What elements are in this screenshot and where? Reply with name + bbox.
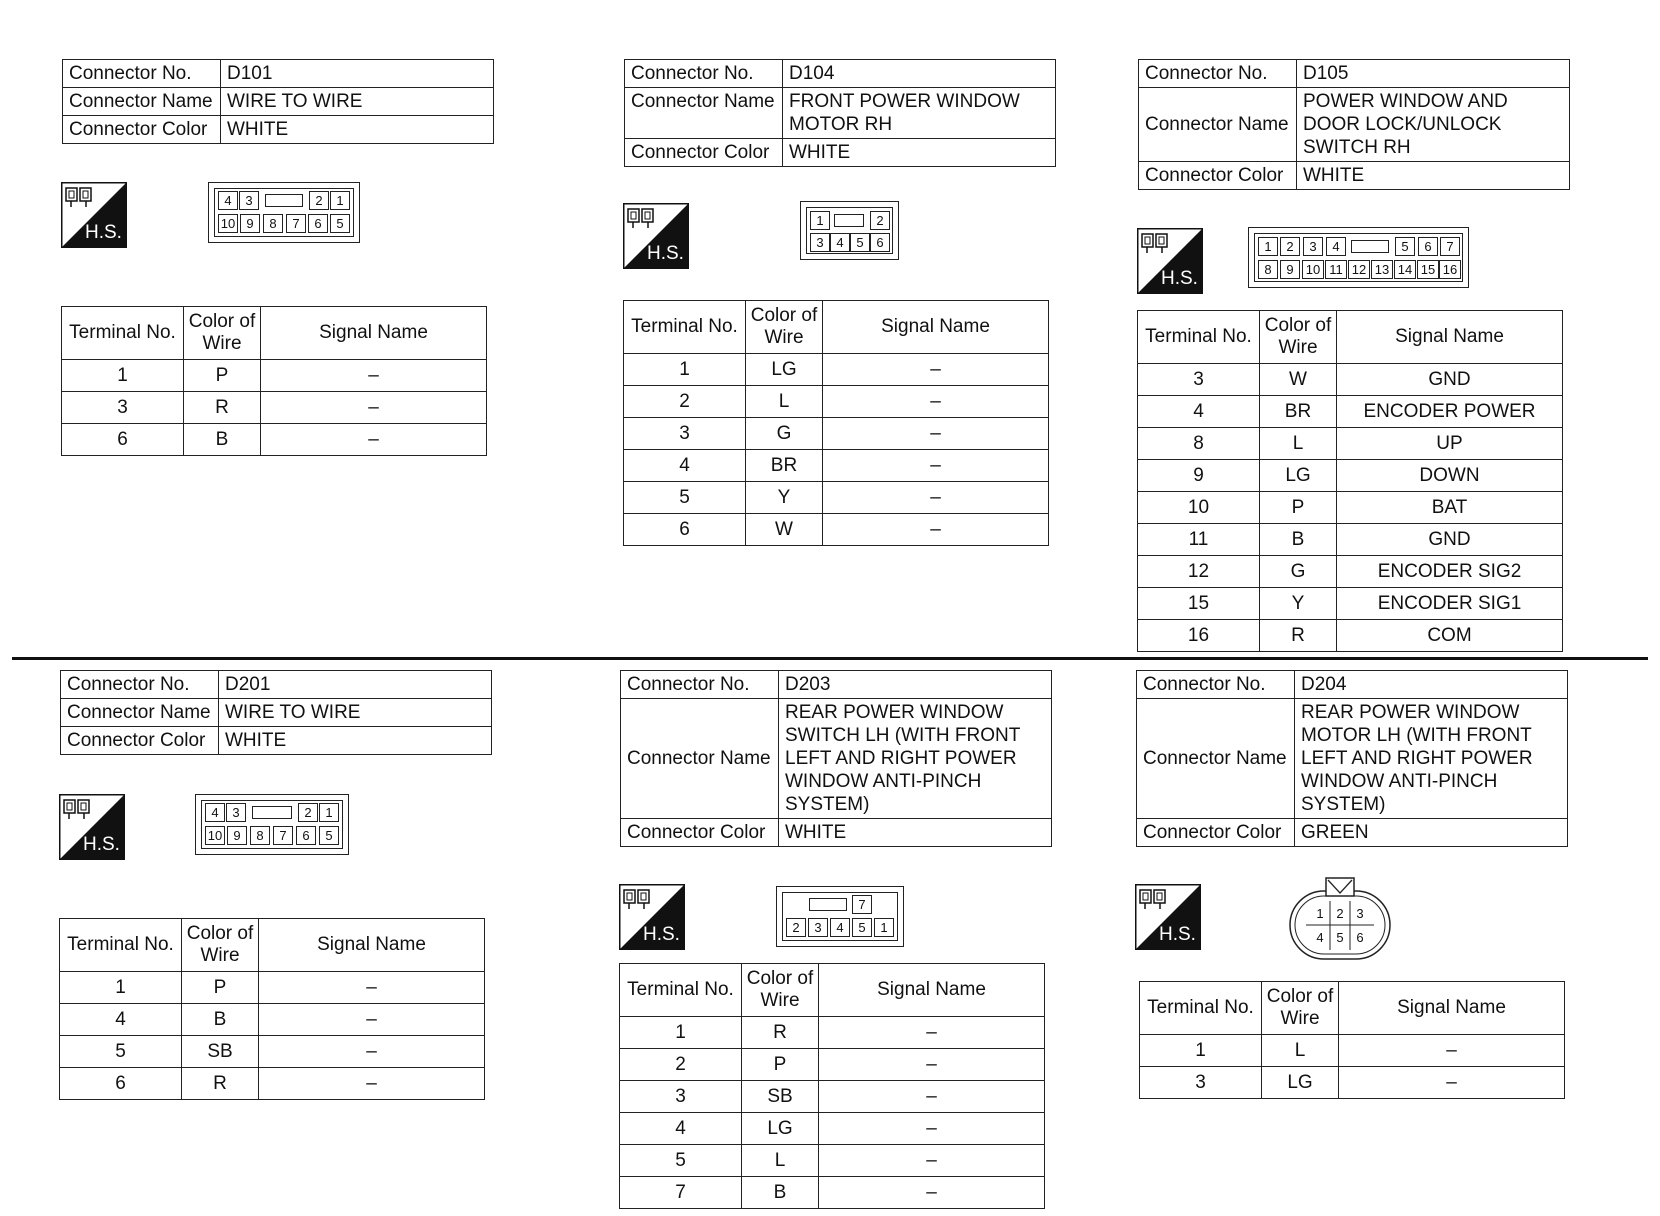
connector-lock-tab xyxy=(834,214,864,227)
signal-name-cell: – xyxy=(823,514,1049,546)
terminal-table-d203-wrap xyxy=(619,963,1045,1209)
table-row xyxy=(620,1177,1045,1209)
connector-block-d101 xyxy=(62,59,494,144)
pin-label: 4 xyxy=(830,918,850,937)
table-row xyxy=(624,450,1049,482)
signal-name-cell: – xyxy=(823,418,1049,450)
harness-side-icon xyxy=(59,794,125,860)
harness-side-icon xyxy=(619,884,685,950)
wire-color-cell: SB xyxy=(742,1081,819,1113)
pin-label: 1 xyxy=(810,211,830,230)
signal-name-cell: – xyxy=(819,1049,1045,1081)
signal-name-cell: – xyxy=(819,1081,1045,1113)
connector-color-value: WHITE xyxy=(783,139,1056,167)
connector-no-value: D101 xyxy=(221,60,494,88)
wire-color-cell: R xyxy=(1260,620,1337,652)
table-row xyxy=(620,1145,1045,1177)
table-row xyxy=(1138,428,1563,460)
section-divider xyxy=(12,657,1648,660)
signal-name-cell: GND xyxy=(1337,524,1563,556)
connector-face-d101 xyxy=(208,182,360,243)
pin-label: 2 xyxy=(1280,237,1300,256)
connector-no-value: D105 xyxy=(1297,60,1570,88)
terminal-no-header: Terminal No. xyxy=(60,919,182,972)
terminal-no-cell: 3 xyxy=(624,418,746,450)
signal-name-cell: – xyxy=(823,482,1049,514)
wire-color-cell: B xyxy=(742,1177,819,1209)
label-connector-name: Connector Name xyxy=(621,699,779,819)
table-row xyxy=(60,972,485,1004)
wire-color-cell: LG xyxy=(1260,460,1337,492)
pin-label: 3 xyxy=(226,803,246,822)
wire-color-header: Color of Wire xyxy=(182,919,259,972)
table-row xyxy=(620,1049,1045,1081)
table-row xyxy=(620,1113,1045,1145)
wire-color-header: Color of Wire xyxy=(184,307,261,360)
wire-color-header: Color of Wire xyxy=(746,301,823,354)
table-row xyxy=(1138,588,1563,620)
connector-face-d204 xyxy=(1280,874,1400,964)
terminal-table-d104-wrap xyxy=(623,300,1049,546)
connector-info-table xyxy=(60,670,492,755)
pin-label: 13 xyxy=(1371,260,1393,279)
connector-lock-tab xyxy=(252,806,292,819)
terminal-no-cell: 4 xyxy=(624,450,746,482)
table-row xyxy=(624,354,1049,386)
wire-color-cell: SB xyxy=(182,1036,259,1068)
table-row xyxy=(1138,396,1563,428)
terminal-no-cell: 6 xyxy=(60,1068,182,1100)
signal-name-cell: ENCODER SIG2 xyxy=(1337,556,1563,588)
wire-color-cell: L xyxy=(1260,428,1337,460)
pin-label: 16 xyxy=(1439,260,1461,279)
wire-color-cell: B xyxy=(1260,524,1337,556)
connector-info-table xyxy=(1136,670,1568,847)
table-row xyxy=(1140,1035,1565,1067)
terminal-no-cell: 6 xyxy=(624,514,746,546)
connector-color-value: WHITE xyxy=(1297,162,1570,190)
wire-color-cell: R xyxy=(182,1068,259,1100)
label-connector-name: Connector Name xyxy=(625,88,783,139)
signal-name-cell: – xyxy=(261,392,487,424)
pin-label: 9 xyxy=(1280,260,1300,279)
signal-name-header: Signal Name xyxy=(819,964,1045,1017)
label-connector-no: Connector No. xyxy=(61,671,219,699)
pin-label: 1 xyxy=(319,803,339,822)
label-connector-no: Connector No. xyxy=(63,60,221,88)
pin-label: 8 xyxy=(1258,260,1278,279)
pin-label: 1 xyxy=(874,918,894,937)
signal-name-cell: BAT xyxy=(1337,492,1563,524)
pin-label: 12 xyxy=(1348,260,1370,279)
signal-name-cell: – xyxy=(823,450,1049,482)
wire-color-cell: G xyxy=(1260,556,1337,588)
connector-block-d105 xyxy=(1138,59,1570,190)
signal-name-cell: – xyxy=(259,972,485,1004)
table-row xyxy=(1140,1067,1565,1099)
wire-color-cell: Y xyxy=(1260,588,1337,620)
wire-color-cell: G xyxy=(746,418,823,450)
terminal-no-cell: 3 xyxy=(1138,364,1260,396)
signal-name-cell: – xyxy=(1339,1035,1565,1067)
pin-label: 1 xyxy=(1258,237,1278,256)
terminal-no-cell: 15 xyxy=(1138,588,1260,620)
pin-label: 3 xyxy=(810,233,830,252)
connector-face-d105 xyxy=(1248,227,1469,288)
pin-label: 9 xyxy=(227,826,247,845)
pin-label: 2 xyxy=(1336,906,1344,921)
terminal-no-cell: 8 xyxy=(1138,428,1260,460)
connector-info-table xyxy=(620,670,1052,847)
connector-no-value: D203 xyxy=(779,671,1052,699)
table-row xyxy=(62,392,487,424)
label-connector-no: Connector No. xyxy=(1137,671,1295,699)
signal-name-header: Signal Name xyxy=(1339,982,1565,1035)
pin-label: 2 xyxy=(786,918,806,937)
wire-color-cell: LG xyxy=(746,354,823,386)
connector-color-value: WHITE xyxy=(219,727,492,755)
terminal-no-cell: 3 xyxy=(62,392,184,424)
pin-label: 7 xyxy=(273,826,293,845)
terminal-no-cell: 11 xyxy=(1138,524,1260,556)
connector-info-table xyxy=(62,59,494,144)
connector-name-value: WIRE TO WIRE xyxy=(219,699,492,727)
table-row xyxy=(620,1017,1045,1049)
table-row xyxy=(1138,492,1563,524)
pin-label: 5 xyxy=(1336,930,1344,945)
pin-label: 6 xyxy=(1418,237,1438,256)
wire-color-cell: R xyxy=(184,392,261,424)
signal-name-cell: – xyxy=(823,354,1049,386)
connector-face-d201 xyxy=(195,794,349,855)
table-row xyxy=(62,424,487,456)
pin-label: 5 xyxy=(319,826,339,845)
label-connector-color: Connector Color xyxy=(61,727,219,755)
label-connector-no: Connector No. xyxy=(621,671,779,699)
terminal-no-cell: 4 xyxy=(620,1113,742,1145)
signal-name-cell: GND xyxy=(1337,364,1563,396)
terminal-no-header: Terminal No. xyxy=(624,301,746,354)
pin-label: 5 xyxy=(852,918,872,937)
table-row xyxy=(60,1036,485,1068)
wire-color-cell: B xyxy=(184,424,261,456)
wire-color-cell: BR xyxy=(1260,396,1337,428)
label-connector-color: Connector Color xyxy=(1137,819,1295,847)
terminal-no-cell: 16 xyxy=(1138,620,1260,652)
connector-color-value: WHITE xyxy=(221,116,494,144)
pin-label: 3 xyxy=(1303,237,1323,256)
label-connector-color: Connector Color xyxy=(63,116,221,144)
terminal-no-cell: 5 xyxy=(624,482,746,514)
terminal-table-d101-wrap xyxy=(61,306,487,456)
pin-label: 1 xyxy=(1316,906,1324,921)
wire-color-cell: L xyxy=(746,386,823,418)
pin-label: 6 xyxy=(308,214,328,233)
connector-lock-tab xyxy=(809,898,847,911)
wire-color-cell: BR xyxy=(746,450,823,482)
terminal-no-cell: 3 xyxy=(1140,1067,1262,1099)
pin-label: 4 xyxy=(1326,237,1346,256)
signal-name-cell: – xyxy=(819,1113,1045,1145)
wire-color-header: Color of Wire xyxy=(742,964,819,1017)
terminal-table xyxy=(61,306,487,456)
signal-name-cell: DOWN xyxy=(1337,460,1563,492)
connector-face-d104 xyxy=(800,201,899,260)
hs-label: H.S. xyxy=(647,243,684,264)
table-row xyxy=(1138,524,1563,556)
label-connector-color: Connector Color xyxy=(1139,162,1297,190)
pin-label: 5 xyxy=(850,233,870,252)
label-connector-color: Connector Color xyxy=(625,139,783,167)
connector-info-table xyxy=(1138,59,1570,190)
connector-block-d104 xyxy=(624,59,1056,167)
table-row xyxy=(620,1081,1045,1113)
pin-label: 8 xyxy=(250,826,270,845)
pin-label: 10 xyxy=(218,214,238,233)
connector-no-value: D204 xyxy=(1295,671,1568,699)
wire-color-cell: LG xyxy=(742,1113,819,1145)
connector-color-value: GREEN xyxy=(1295,819,1568,847)
terminal-no-cell: 2 xyxy=(620,1049,742,1081)
signal-name-cell: ENCODER SIG1 xyxy=(1337,588,1563,620)
pin-label: 15 xyxy=(1417,260,1439,279)
pin-label: 3 xyxy=(808,918,828,937)
pin-label: 2 xyxy=(309,191,329,210)
terminal-no-cell: 5 xyxy=(620,1145,742,1177)
connector-lock-tab xyxy=(1351,240,1389,253)
signal-name-cell: – xyxy=(823,386,1049,418)
connector-name-value: REAR POWER WINDOW SWITCH LH (WITH FRONT LEFT AND RIGHT POWER WINDOW ANTI-PINCH SYSTEM) xyxy=(779,699,1052,819)
connector-name-value: FRONT POWER WINDOW MOTOR RH xyxy=(783,88,1056,139)
pin-label: 7 xyxy=(852,895,872,914)
pin-label: 10 xyxy=(205,826,225,845)
pin-label: 2 xyxy=(298,803,318,822)
terminal-no-cell: 2 xyxy=(624,386,746,418)
terminal-no-cell: 1 xyxy=(1140,1035,1262,1067)
connector-block-d201 xyxy=(60,670,492,755)
terminal-no-cell: 3 xyxy=(620,1081,742,1113)
terminal-table-d105-wrap xyxy=(1137,310,1563,652)
signal-name-cell: – xyxy=(819,1017,1045,1049)
hs-label: H.S. xyxy=(85,222,122,243)
pin-label: 4 xyxy=(205,803,225,822)
terminal-table xyxy=(1137,310,1563,652)
terminal-table-d201-wrap xyxy=(59,918,485,1100)
terminal-no-cell: 1 xyxy=(620,1017,742,1049)
label-connector-color: Connector Color xyxy=(621,819,779,847)
terminal-no-cell: 1 xyxy=(62,360,184,392)
signal-name-cell: UP xyxy=(1337,428,1563,460)
terminal-no-header: Terminal No. xyxy=(1138,311,1260,364)
terminal-table xyxy=(1139,981,1565,1099)
pin-label: 11 xyxy=(1325,260,1347,279)
signal-name-header: Signal Name xyxy=(261,307,487,360)
label-connector-no: Connector No. xyxy=(1139,60,1297,88)
table-row xyxy=(624,418,1049,450)
wire-color-cell: Y xyxy=(746,482,823,514)
table-row xyxy=(624,386,1049,418)
terminal-no-cell: 12 xyxy=(1138,556,1260,588)
table-row xyxy=(1138,460,1563,492)
terminal-no-cell: 7 xyxy=(620,1177,742,1209)
hs-label: H.S. xyxy=(643,924,680,945)
connector-no-value: D201 xyxy=(219,671,492,699)
pin-label: 2 xyxy=(870,211,890,230)
connector-block-d204 xyxy=(1136,670,1568,847)
pin-label: 4 xyxy=(830,233,850,252)
signal-name-cell: – xyxy=(819,1177,1045,1209)
terminal-no-header: Terminal No. xyxy=(62,307,184,360)
terminal-no-cell: 4 xyxy=(1138,396,1260,428)
pin-label: 7 xyxy=(1440,237,1460,256)
wire-color-header: Color of Wire xyxy=(1260,311,1337,364)
pin-label: 8 xyxy=(263,214,283,233)
label-connector-name: Connector Name xyxy=(61,699,219,727)
terminal-table-d204-wrap xyxy=(1139,981,1565,1099)
terminal-no-cell: 1 xyxy=(60,972,182,1004)
pin-label: 14 xyxy=(1394,260,1416,279)
pin-label: 6 xyxy=(296,826,316,845)
table-row xyxy=(624,514,1049,546)
terminal-table xyxy=(59,918,485,1100)
table-row xyxy=(62,360,487,392)
connector-color-value: WHITE xyxy=(779,819,1052,847)
connector-block-d203 xyxy=(620,670,1052,847)
wire-color-cell: W xyxy=(746,514,823,546)
wire-color-cell: P xyxy=(742,1049,819,1081)
signal-name-cell: – xyxy=(261,424,487,456)
connector-no-value: D104 xyxy=(783,60,1056,88)
connector-name-value: POWER WINDOW AND DOOR LOCK/UNLOCK SWITCH RH xyxy=(1297,88,1570,162)
pin-label: 10 xyxy=(1302,260,1324,279)
terminal-no-cell: 6 xyxy=(62,424,184,456)
pin-label: 5 xyxy=(330,214,350,233)
signal-name-cell: – xyxy=(261,360,487,392)
wire-color-cell: L xyxy=(742,1145,819,1177)
terminal-no-cell: 1 xyxy=(624,354,746,386)
terminal-no-cell: 4 xyxy=(60,1004,182,1036)
signal-name-cell: – xyxy=(1339,1067,1565,1099)
harness-side-icon xyxy=(623,203,689,269)
pin-label: 6 xyxy=(1356,930,1364,945)
wire-color-header: Color of Wire xyxy=(1262,982,1339,1035)
terminal-no-cell: 9 xyxy=(1138,460,1260,492)
connector-name-value: REAR POWER WINDOW MOTOR LH (WITH FRONT LEFT AND RIGHT POWER WINDOW ANTI-PINCH SYSTEM) xyxy=(1295,699,1568,819)
pin-label: 3 xyxy=(1356,906,1364,921)
wire-color-cell: R xyxy=(742,1017,819,1049)
terminal-no-cell: 10 xyxy=(1138,492,1260,524)
pin-label: 1 xyxy=(330,191,350,210)
connector-face-d203 xyxy=(776,886,904,947)
harness-side-icon xyxy=(1137,228,1203,294)
pin-label: 7 xyxy=(286,214,306,233)
pin-label: 5 xyxy=(1395,237,1415,256)
table-row xyxy=(60,1004,485,1036)
wire-color-cell: P xyxy=(182,972,259,1004)
signal-name-cell: – xyxy=(259,1036,485,1068)
label-connector-name: Connector Name xyxy=(1139,88,1297,162)
label-connector-name: Connector Name xyxy=(1137,699,1295,819)
connector-name-value: WIRE TO WIRE xyxy=(221,88,494,116)
connector-info-table xyxy=(624,59,1056,167)
connector-lock-tab xyxy=(265,194,303,207)
terminal-table xyxy=(623,300,1049,546)
signal-name-header: Signal Name xyxy=(259,919,485,972)
terminal-no-header: Terminal No. xyxy=(620,964,742,1017)
pin-label: 4 xyxy=(218,191,238,210)
pin-label: 4 xyxy=(1316,930,1324,945)
hs-label: H.S. xyxy=(83,834,120,855)
terminal-no-header: Terminal No. xyxy=(1140,982,1262,1035)
terminal-no-cell: 5 xyxy=(60,1036,182,1068)
table-row xyxy=(1138,556,1563,588)
signal-name-cell: – xyxy=(259,1004,485,1036)
wire-color-cell: P xyxy=(1260,492,1337,524)
wire-color-cell: B xyxy=(182,1004,259,1036)
harness-side-icon xyxy=(1135,884,1201,950)
terminal-table xyxy=(619,963,1045,1209)
table-row xyxy=(1138,364,1563,396)
signal-name-header: Signal Name xyxy=(1337,311,1563,364)
pin-label: 9 xyxy=(240,214,260,233)
hs-label: H.S. xyxy=(1159,924,1196,945)
hs-label: H.S. xyxy=(1161,268,1198,289)
pin-label: 3 xyxy=(239,191,259,210)
label-connector-no: Connector No. xyxy=(625,60,783,88)
signal-name-cell: ENCODER POWER xyxy=(1337,396,1563,428)
table-row xyxy=(1138,620,1563,652)
signal-name-cell: – xyxy=(819,1145,1045,1177)
wire-color-cell: LG xyxy=(1262,1067,1339,1099)
pin-label: 6 xyxy=(870,233,890,252)
harness-side-icon xyxy=(61,182,127,248)
signal-name-cell: COM xyxy=(1337,620,1563,652)
wire-color-cell: L xyxy=(1262,1035,1339,1067)
table-row xyxy=(624,482,1049,514)
wire-color-cell: P xyxy=(184,360,261,392)
signal-name-cell: – xyxy=(259,1068,485,1100)
label-connector-name: Connector Name xyxy=(63,88,221,116)
signal-name-header: Signal Name xyxy=(823,301,1049,354)
table-row xyxy=(60,1068,485,1100)
wire-color-cell: W xyxy=(1260,364,1337,396)
